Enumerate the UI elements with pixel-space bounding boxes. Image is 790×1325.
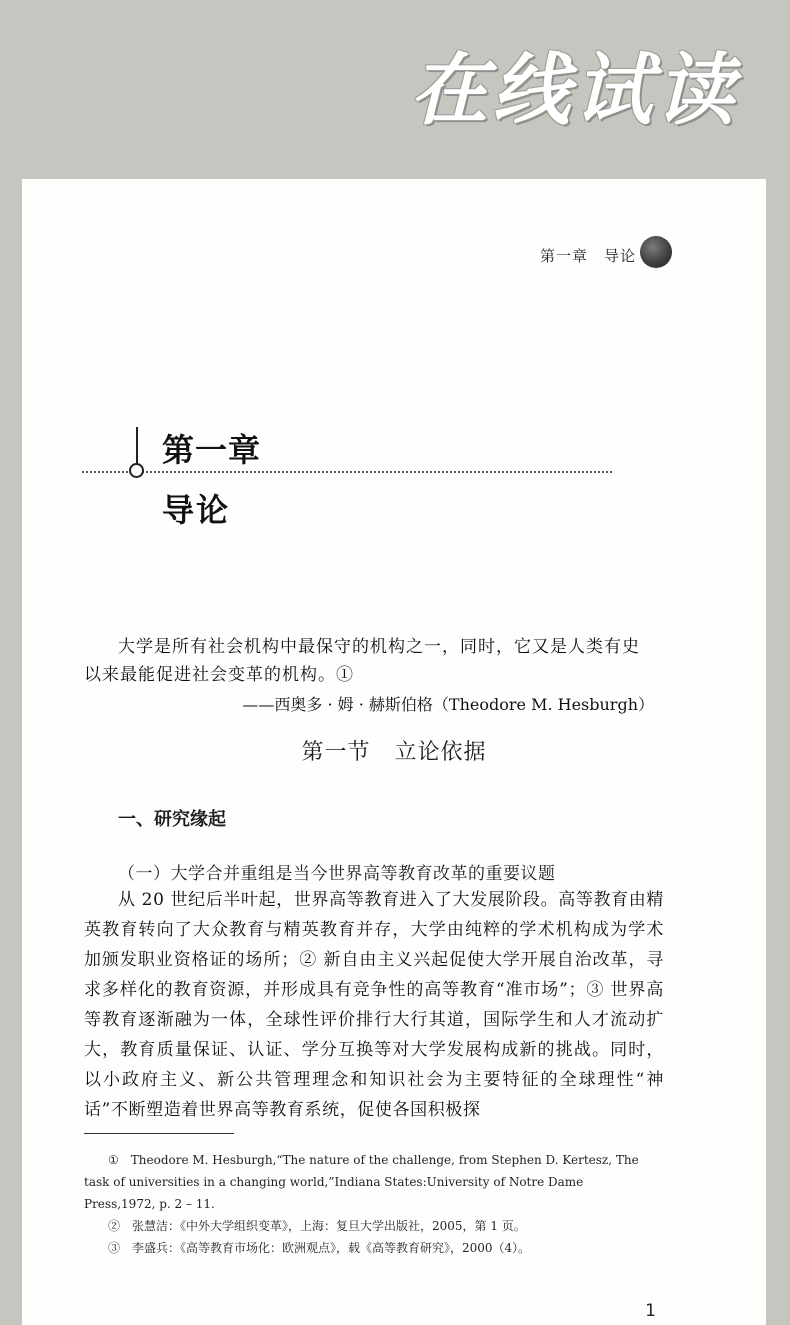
body-text [84, 885, 664, 1125]
running-head: 第一章 导论 [539, 247, 636, 265]
footnotes [84, 1149, 656, 1259]
section-name: 立论依据 [394, 740, 487, 765]
section-title [22, 735, 766, 766]
footnote-3: ③ 李盛兵：《高等教育市场化：欧洲观点》，载《高等教育研究》，2000（4）。 [108, 1241, 531, 1255]
footnote-2: ② 张慧洁：《中外大学组织变革》，上海：复旦大学出版社，2005，第 1 页。 [108, 1219, 526, 1233]
chapter-badge-icon [640, 236, 672, 268]
chapter-dotted-rule [82, 471, 612, 473]
chapter-marker-dot [129, 463, 144, 478]
subheading: 一、研究缘起 [118, 809, 226, 830]
footnote-1: ① Theodore M. Hesburgh,“The nature of the challenge, from Stephen D. Kertesz, The task of universities in a changing world,”Indiana States:University of Notre Dame Press,1972, p. 2 – 11. [84, 1153, 639, 1211]
epigraph-attribution: ——西奥多 · 姆 · 赫斯伯格（Theodore M. Hesburgh） [242, 695, 654, 714]
section-number: 第一节 [301, 740, 371, 765]
chapter-title: 导论 [162, 491, 231, 529]
book-page [22, 179, 766, 1325]
banner-title: 在线试读 [409, 46, 738, 136]
body-paragraph: 从 20 世纪后半叶起，世界高等教育进入了大发展阶段。高等教育由精英教育转向了大众教育与精英教育并存，大学由纯粹的学术机构成为学术加颁发职业资格证的场所；② 新自由主义兴起促使大学开展自治改革，寻求多样化的教育资源，并形成具有竞争性的高等教育“准市场”；③ 世界高等教育逐渐融为一体，全球性评价排行大行其道，国际学生和人才流动扩大，教育质量保证、认证、学分互换等对大学发展构成新的挑战。同时，以小政府主义、新公共管理理念和知识社会为主要特征的全球理性“神话”不断塑造着世界高等教育系统，促使各国积极探 [84, 890, 664, 1120]
chapter-label: 第一章 [162, 431, 262, 469]
epigraph [84, 633, 654, 689]
epigraph-line-2: 以来最能促进社会变革的机构。① [84, 665, 354, 685]
chapter-marker-line [136, 427, 138, 467]
footnote-rule [84, 1133, 234, 1134]
epigraph-line-1: 大学是所有社会机构中最保守的机构之一，同时，它又是人类有史 [118, 637, 640, 657]
page-number: 1 [645, 1301, 656, 1321]
sub-subheading: （一）大学合并重组是当今世界高等教育改革的重要议题 [118, 864, 556, 884]
